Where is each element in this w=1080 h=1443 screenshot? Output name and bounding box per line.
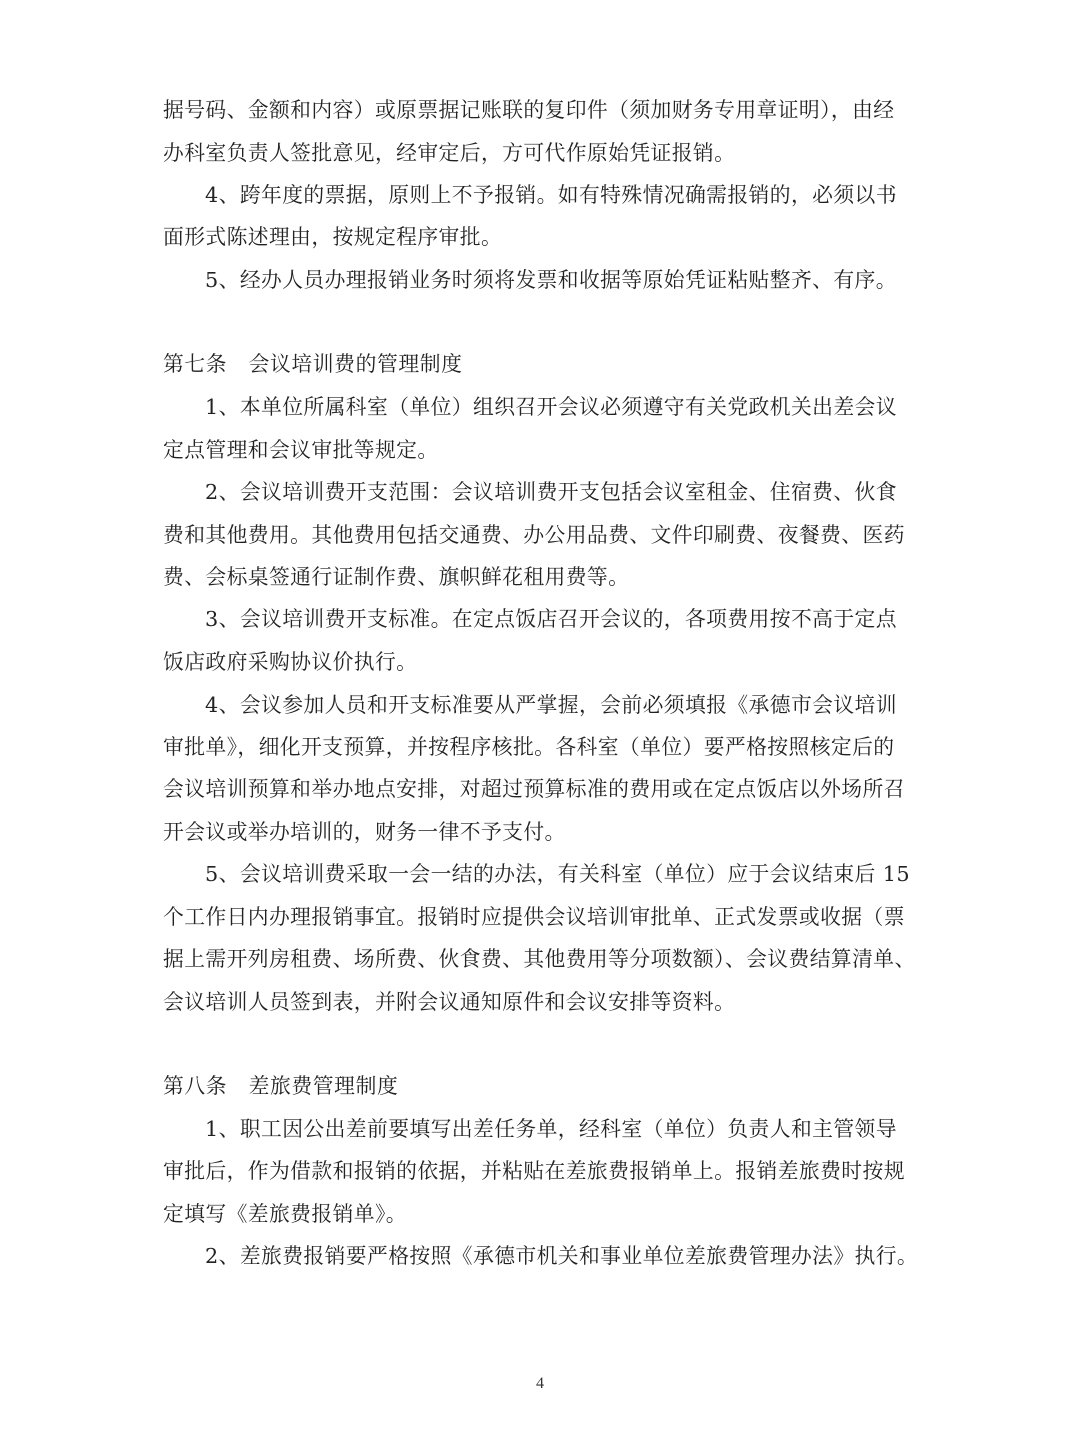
article-7-item-1-line-2: 定点管理和会议审批等规定。 <box>163 438 439 462</box>
article-7-item-5-line-4: 会议培训人员签到表，并附会议通知原件和会议安排等资料。 <box>163 990 736 1014</box>
paragraph-item-4-line-2: 面形式陈述理由，按规定程序审批。 <box>163 225 503 249</box>
article-7-item-2-line-2: 费和其他费用。其他费用包括交通费、办公用品费、文件印刷费、夜餐费、医药 <box>163 523 905 547</box>
article-7-item-5-line-2: 个工作日内办理报销事宜。报销时应提供会议培训审批单、正式发票或收据（票 <box>163 905 905 929</box>
article-8-item-1-line-3: 定填写《差旅费报销单》。 <box>163 1202 407 1226</box>
article-7-heading: 第七条 会议培训费的管理制度 <box>163 352 463 376</box>
article-7-item-1-line-1: 1、本单位所属科室（单位）组织召开会议必须遵守有关党政机关出差会议 <box>205 395 897 419</box>
paragraph-item-4-line-1: 4、跨年度的票据，原则上不予报销。如有特殊情况确需报销的，必须以书 <box>205 183 897 207</box>
article-8-item-1-line-1: 1、职工因公出差前要填写出差任务单，经科室（单位）负责人和主管领导 <box>205 1117 897 1141</box>
article-7-item-2-line-3: 费、会标桌签通行证制作费、旗帜鲜花租用费等。 <box>163 565 630 589</box>
article-7-item-3-line-1: 3、会议培训费开支标准。在定点饭店召开会议的，各项费用按不高于定点 <box>205 607 897 631</box>
paragraph-continuation-line-1: 据号码、金额和内容）或原票据记账联的复印件（须加财务专用章证明），由经 <box>163 98 895 122</box>
paragraph-item-5-line-1: 5、经办人员办理报销业务时须将发票和收据等原始凭证粘贴整齐、有序。 <box>205 268 897 292</box>
page-number: 4 <box>536 1375 544 1392</box>
article-7-item-2-line-1: 2、会议培训费开支范围：会议培训费开支包括会议室租金、住宿费、伙食 <box>205 480 897 504</box>
article-7-item-5-line-1: 5、会议培训费采取一会一结的办法，有关科室（单位）应于会议结束后 15 <box>205 862 911 886</box>
article-7-item-4-line-2: 审批单》，细化开支预算，并按程序核批。各科室（单位）要严格按照核定后的 <box>163 735 895 759</box>
article-7-item-5-line-3: 据上需开列房租费、场所费、伙食费、其他费用等分项数额）、会议费结算清单、 <box>163 947 916 971</box>
article-7-item-3-line-2: 饭店政府采购协议价执行。 <box>163 650 418 674</box>
article-7-item-4-line-3: 会议培训预算和举办地点安排，对超过预算标准的费用或在定点饭店以外场所召 <box>163 777 905 801</box>
article-8-item-1-line-2: 审批后，作为借款和报销的依据，并粘贴在差旅费报销单上。报销差旅费时按规 <box>163 1159 905 1183</box>
article-7-item-4-line-4: 开会议或举办培训的，财务一律不予支付。 <box>163 820 566 844</box>
article-8-item-2-line-1: 2、差旅费报销要严格按照《承德市机关和事业单位差旅费管理办法》执行。 <box>205 1244 919 1268</box>
article-7-item-4-line-1: 4、会议参加人员和开支标准要从严掌握，会前必须填报《承德市会议培训 <box>205 693 897 717</box>
article-8-heading: 第八条 差旅费管理制度 <box>163 1074 399 1098</box>
paragraph-continuation-line-2: 办科室负责人签批意见，经审定后，方可代作原始凭证报销。 <box>163 141 736 165</box>
